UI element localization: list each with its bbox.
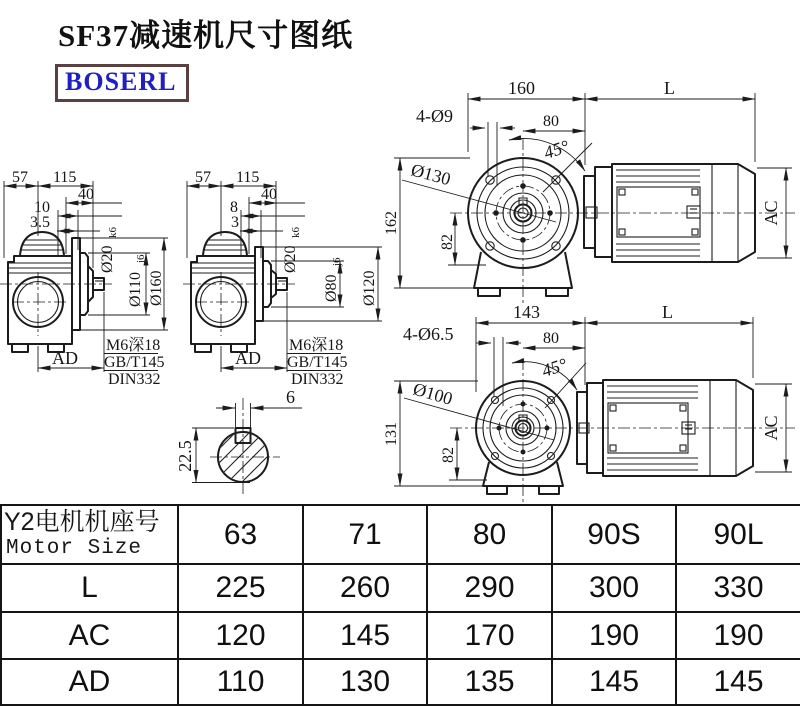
header-motor-size bbox=[1, 505, 178, 564]
dim-key-depth: 22.5 bbox=[175, 440, 195, 472]
dim-shaft-tol: k6 bbox=[107, 227, 119, 238]
dim-spigot-tol: j6 bbox=[135, 254, 147, 263]
col-header: 71 bbox=[303, 505, 427, 564]
dim-spigot-dia: Ø110 bbox=[127, 272, 144, 307]
table-cell: 225 bbox=[178, 564, 303, 612]
page-title: SF37减速机尺寸图纸 bbox=[58, 18, 354, 53]
view-side-b bbox=[183, 169, 382, 388]
dim-AD-label: AD bbox=[52, 348, 78, 368]
dim-label: 8 bbox=[230, 199, 238, 216]
dim-label: 115 bbox=[236, 169, 260, 186]
dim-spigot-tol: j6 bbox=[331, 257, 343, 266]
table-cell: 330 bbox=[676, 564, 800, 612]
table-cell: 120 bbox=[178, 612, 303, 659]
table-cell: 145 bbox=[552, 659, 676, 705]
dim-width: 160 bbox=[508, 78, 535, 98]
shaft-section-dimensions bbox=[175, 387, 302, 483]
table-cell: 260 bbox=[303, 564, 427, 612]
dim-shaft-dia: Ø20 bbox=[282, 245, 299, 273]
side-a-housing bbox=[0, 232, 112, 352]
brand-logo-text: BOSERL bbox=[65, 67, 177, 96]
header-motor-size-en: Motor Size bbox=[6, 536, 143, 560]
dim-angle: 45° bbox=[541, 136, 572, 163]
tap-note-line3: DIN332 bbox=[108, 371, 161, 388]
row-label: AC bbox=[1, 612, 178, 659]
table-cell: 135 bbox=[427, 659, 552, 705]
dim-L: L bbox=[664, 78, 675, 98]
table-row-AD bbox=[1, 659, 800, 705]
dim-AC: AC bbox=[761, 200, 781, 226]
dim-80: 80 bbox=[543, 330, 559, 347]
dim-label: 3.5 bbox=[30, 214, 50, 231]
table-cell: 145 bbox=[676, 659, 800, 705]
dim-flange-dia: Ø160 bbox=[148, 270, 165, 306]
dim-height: 131 bbox=[383, 422, 400, 446]
col-header: 90L bbox=[676, 505, 800, 564]
table-cell: 130 bbox=[303, 659, 427, 705]
dim-L: L bbox=[662, 302, 673, 322]
dim-spigot-dia: Ø80 bbox=[323, 274, 340, 302]
tap-note-line1: M6深18 bbox=[289, 337, 344, 354]
dim-label: 115 bbox=[53, 169, 77, 186]
row-label: AD bbox=[1, 659, 178, 705]
table-cell: 300 bbox=[552, 564, 676, 612]
dim-label: 57 bbox=[12, 169, 28, 186]
dim-bolt-circle: Ø100 bbox=[410, 378, 455, 409]
header-motor-size-cn: Y2电机机座号 bbox=[4, 508, 160, 537]
tap-note-line2: GB/T145 bbox=[104, 354, 165, 371]
view-side-a bbox=[0, 169, 168, 388]
front-top-dimensions bbox=[383, 78, 792, 288]
dim-height: 162 bbox=[383, 211, 400, 235]
dim-label: 57 bbox=[195, 169, 211, 186]
dim-AD-label: AD bbox=[235, 348, 261, 368]
dim-width: 143 bbox=[513, 302, 540, 322]
table-cell: 145 bbox=[303, 612, 427, 659]
dim-angle: 45° bbox=[539, 354, 570, 381]
table-cell: 190 bbox=[552, 612, 676, 659]
view-front-top bbox=[383, 78, 795, 305]
dim-AC: AC bbox=[761, 415, 781, 441]
dim-80: 80 bbox=[543, 113, 559, 130]
tap-note-line2: GB/T145 bbox=[287, 354, 348, 371]
table-cell: 110 bbox=[178, 659, 303, 705]
col-header: 80 bbox=[427, 505, 552, 564]
dim-shaft-dia: Ø20 bbox=[99, 245, 116, 273]
dim-label: 3 bbox=[231, 214, 239, 231]
table-row-L bbox=[1, 564, 800, 612]
view-front-bottom bbox=[383, 302, 795, 502]
dim-label: 40 bbox=[78, 186, 94, 203]
dim-flange-dia: Ø120 bbox=[361, 270, 378, 306]
dim-holes: 4-Ø6.5 bbox=[403, 324, 454, 344]
side-b-housing bbox=[183, 232, 295, 352]
tap-note-line3: DIN332 bbox=[291, 371, 344, 388]
dim-label: 40 bbox=[261, 186, 277, 203]
motor-size-table bbox=[0, 504, 800, 706]
dim-bolt-circle: Ø130 bbox=[408, 159, 453, 190]
table-cell: 190 bbox=[676, 612, 800, 659]
dim-82: 82 bbox=[439, 234, 456, 250]
dim-holes: 4-Ø9 bbox=[416, 106, 453, 126]
dim-shaft-tol: k6 bbox=[290, 227, 302, 238]
table-header-row bbox=[1, 505, 800, 564]
table-cell: 170 bbox=[427, 612, 552, 659]
col-header: 90S bbox=[552, 505, 676, 564]
dim-82: 82 bbox=[440, 447, 457, 463]
dim-label: 10 bbox=[34, 199, 50, 216]
dim-key-width: 6 bbox=[286, 387, 295, 407]
table-row-AC bbox=[1, 612, 800, 659]
table-cell: 290 bbox=[427, 564, 552, 612]
tap-note-line1: M6深18 bbox=[106, 337, 161, 354]
row-label: L bbox=[1, 564, 178, 612]
col-header: 63 bbox=[178, 505, 303, 564]
view-shaft-section bbox=[175, 387, 302, 496]
